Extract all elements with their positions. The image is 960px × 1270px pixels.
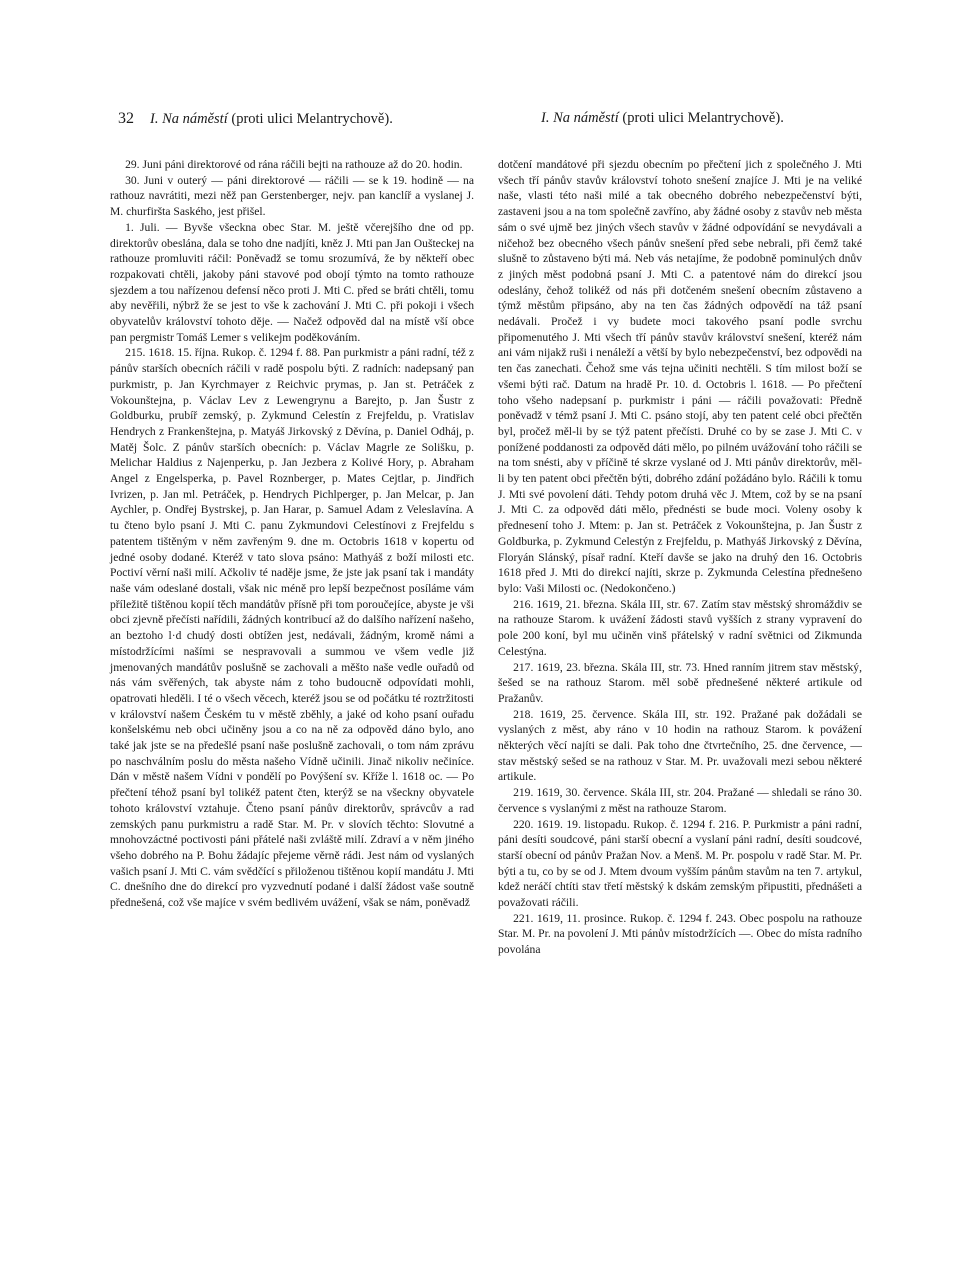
header-right-title-rest: (proti ulici Melantrychově).	[618, 110, 784, 126]
running-header-left	[118, 110, 393, 128]
entry-218: 218. 1619, 25. července. Skála III, str. 192. Pražané pak dožádali se vyslaných z měst, aby ráno v 10 hodin na rathouz Starom. k povážení některých věcí najíti se dali. Pak toho dne čtvrtečního, 25. dne července, — stav městský sešed se na rathouz v Star. M. Pr. uvažovali mezi sebou některé artikule.	[498, 707, 862, 784]
paragraph-continued: dotčení mandátové při sjezdu obecním po přečtení jich z společného J. Mti všech tří pánův stavův království tohoto snešení znajíce J. Mti je na veliké naše, vlasti této naši milé a tak obecného dobrého nebezpečenství býti, zastaveni jsou a na tom společně zavříno, aby žádné osoby z stavův neb města sám o své ujmě bez jiných všech stavův v žádné odpovídání se nevydávali a ničehož bez obecného všech pánův snešení před sebe nebrali, při čemž také slušně to zůstaveno býti má. Neb vás netajíme, že podobně pominulých dnův z jiných měst podobná psaní J. Mti C. a patentové nám do direkcí jsou odeslány, čehož tolikéž od nás při dotčeném snešení obecním zůstaveno a týmž městům připsáno, aby na ten čas žádných odpovědí na táž psaní nedávali. Pročež i vy budete moci takového psaní podle svrchu připomenutého J. Mti všech tří pánův stavův království snešení, kteréž nám ani vám nijakž ruši i nenáleží a větší by bylo nebezpečenství, bez odpovědi na ten čas zanechati. Čehož sme vás tejna učiniti nechtěli. S tím milost boží se všemi býti rač. Datum na hradě Pr. 10. d. Octobris l. 1618. — Po přečtení toho všeho nadepsaní p. purkmistr i páni — ráčili považovati: Předně poněvadž v témž psaní J. Mti C. psáno stojí, aby ten patent celé obci přečtěn byl, pročež měl-li by se týž patent přečísti. Druhé co by se zase J. Mti C. v ponížené poddanosti za odpověd dáti mělo, po pilném uvážování toho ráčili se na tom snésti, aby v příčině té skrze vyslané od J. Mti pánův direktorův, měl-li by ten patent obci přečtěn býti, dobrého zdání požádáno bylo. Ráčili k tomu J. Mti své povolení dáti. Tehdy potom druhá věc J. Mtem, což by se na psaní J. Mti C. za odpověd dáti mělo, přednésti se bude moci. Voleny osoby k přednesení toho J. Mtem: p. Jan st. Petráček z Vokounštejna, p. Jan Šustr z Goldburka, p. Zykmund Celestýn z Frejfeldu, p. Mathyáš Jirkovský z Děvína, Floryán Slánský, písař radní. Kteří davše se jako na druhý den 16. Octobris 1618 před J. Mti do direkcí najíti, skrze p. Zykmunda Celestína přednešeno bylo: Vaši Milosti oc. (Nedokončeno.)	[498, 158, 862, 595]
entry-221: 221. 1619, 11. prosince. Rukop. č. 1294 f. 243. Obec pospolu na rathouze Star. M. Pr. na povolení J. Mti pánův místodržících —. Obec do místa radního povolána	[498, 911, 862, 957]
right-text-column	[498, 157, 862, 958]
header-left-title-rest: (proti ulici Melantrychově).	[227, 111, 393, 127]
page-number: 32	[118, 110, 134, 127]
paragraph: 1. Juli. — Byvše všeckna obec Star. M. ještě včerejšího dne od pp. direktorův obeslána, dala se toho dne nadjíti, kněz J. Mti pan Jan Oušteckej na rathouze promluviti ráčil: Poněvadž se tomu srozumívá, že by někteří obec rozpakovati chtěli, jakoby páni stavové pod obojí týmto na tomto rathouze sjezdem a tou nařízenou defensí něco proti J. Mti C. před se bráti chtěli, tomu aby nevěřili, nýbrž že se jest to vše k zachování J. Mti C. při pokoji i všech obyvatelův království tohoto děje. — Načež odpověd dal na místě vší obce pan pergmistr Tomáš Lemer s velikejm poděkováním.	[110, 220, 474, 344]
running-header-right	[541, 110, 784, 127]
entry-215: 215. 1618. 15. října. Rukop. č. 1294 f. 88. Pan purkmistr a páni radní, též z pánův starších obecních ráčili v radě pospolu býti. Z radních: nadepsaný pan purkmistr, p. Jan Kyrchmayer z Reichvic prymas, p. Jan st. Petráček z Vokounštejna, p. Václav Lev z Lewengrynu a Barejto, p. Jan Šustr z Goldburku, prubíř zemský, p. Zykmund Celestín z Frejfeldu, p. Vratislav Hendrych z Frankenštejna, p. Matyáš Jirkovský z Děvína, p. Daniel Odháj, p. Matěj Šolc. Z pánův starších obecních: p. Václav Magrle ze Solišku, p. Melichar Haldius z Najenperku, p. Jan Jezbera z Kolivé Hory, p. Abraham Angel z Engelsperka, p. Pavel Roznberger, p. Mates Cejtlar, p. Jindřich Ivrizen, p. Jan ml. Petráček, p. Hendrych Pichlperger, p. Jan Melcar, p. Jan Aychler, p. Ondřej Bystrskej, p. Jan Harar, p. Samuel Adam z Veleslavína. A tu čteno bylo psaní J. Mti C. panu Zykmundovi Celestínovi z Frejfeldu s patentem tištěným v něm zavřeným 9. dne m. Octobris 1618 v kopertu od jedné osoby dodané. Kteréž v tato slova psáno: Mathyáš z boží milosti etc. Poctiví věrní naši milí. Ačkoliv té naděje jsme, že jste jak psaní tak i mandáty naše vám odeslané dostali, však nic méně pro lepší bezpečnost posíláme vám příležitě tištěnou kopií těch mandátův přísně při tom poroučejíce, abyste je vši obci zjevně přečísti nařídili, žádných kontribucí až do dalšího nařízení našeho, an beztoho l·d chudý dosti obtížen jest, nedávali, žádným, kromě námi a místodržícími našími se nespravovali a summou ve všem vedle již jmenovaných mandátův poslušně se zachovali a měšto naše vedle ouřadů od nás vám svěřených, tak abyste nám z toho budoucně odpovídati mohli, opatrovati hleděli. I té o všech věcech, kteréž jsou se od počátku té roztržitosti v království našem Českém tu v městě zběhly, a jaké od koho psaní ouřadu konšelskému neb obci učiněny jsou a co na ně za odpověd dáno bylo, ano také jak jste se na předešlé psaní naše poslušně zachovali, o tom nám zprávu po naschválním poslu do města našeho Vídně učinili. Jinač nikoliv nečiníce. Dán v městě našem Vídni v pondělí po Povýšení sv. Kříže l. 1618 oc. — Po přečtení téhož psaní byl tolikéž patent čten, kterýž se na všeckny obyvatele tohoto království vztahuje. Čteno psaní pánův direktorův, správcův a rad zemských panu purkmistru a radě Star. M. Pr. v slovích těchto: Slovutné a mnohovzáctné poctivosti páni přátelé naši zvláště milí. Zdraví a v něm jiného všeho dobrého na P. Bohu žádajíc přejeme věrně rádi. Jest nám od vyslaných vašich psaní J. Mti C. vám svědčící s přiloženou tištěnou kopií mandátu J. Mti C. dnešního dne do direkcí pro vyzvednutí podané i další žádost vaše soutně přednešená, což vše majíce v svém bedlivém uvážení, však se nám, poněvadž	[110, 346, 474, 910]
entry-216: 216. 1619, 21. března. Skála III, str. 67. Zatím stav městský shromáždiv se na rathouze Starom. k uvážení žádosti stavů vyšších z strany vypravení do pole 200 koní, byl mu učiněn vinš přátelský v radní světnici od Zikmunda Celestýna.	[498, 597, 862, 658]
paragraph: 29. Juni páni direktorové od rána ráčili bejti na rathouze až do 20. hodin.	[125, 158, 463, 171]
entry-217: 217. 1619, 23. března. Skála III, str. 73. Hned ranním jitrem stav městský, šešed se na rathouz Starom. měl sobě přednešené některé artikule od Pražanův.	[498, 660, 862, 705]
paragraph: 30. Juni v outerý — páni direktorové — ráčili — se k 19. hodině — na rathouz navrátiti, mezi něž pan Gerstenberger, nejv. pan kanclíř a vyslanej J. M. churfiršta Saského, jest přišel.	[110, 173, 474, 219]
left-text-column	[110, 157, 474, 911]
header-left-title-italic: I. Na náměstí	[150, 111, 228, 127]
entry-219: 219. 1619, 30. července. Skála III, str. 204. Pražané — shledali se ráno 30. července s vyslanými z měst na rathouze Starom.	[498, 786, 862, 815]
entry-220: 220. 1619. 19. listopadu. Rukop. č. 1294 f. 216. P. Purkmistr a páni radní, páni desíti soudcové, páni starší obecní a vyslaní páni radní, desíti soudcové, starší obecní od pánův Pražan Nov. a Menš. M. Pr. pospolu v radě Star. M. Pr. býti a tu, co by se od J. Mtem dvoum vyšším pánům stavům na ten 7. artykul, kdež neráčí chtíti stav třetí městský k dskám zemským připustiti, přednášeti a považovati ráčili.	[498, 817, 862, 910]
header-right-title-italic: I. Na náměstí	[541, 110, 619, 126]
